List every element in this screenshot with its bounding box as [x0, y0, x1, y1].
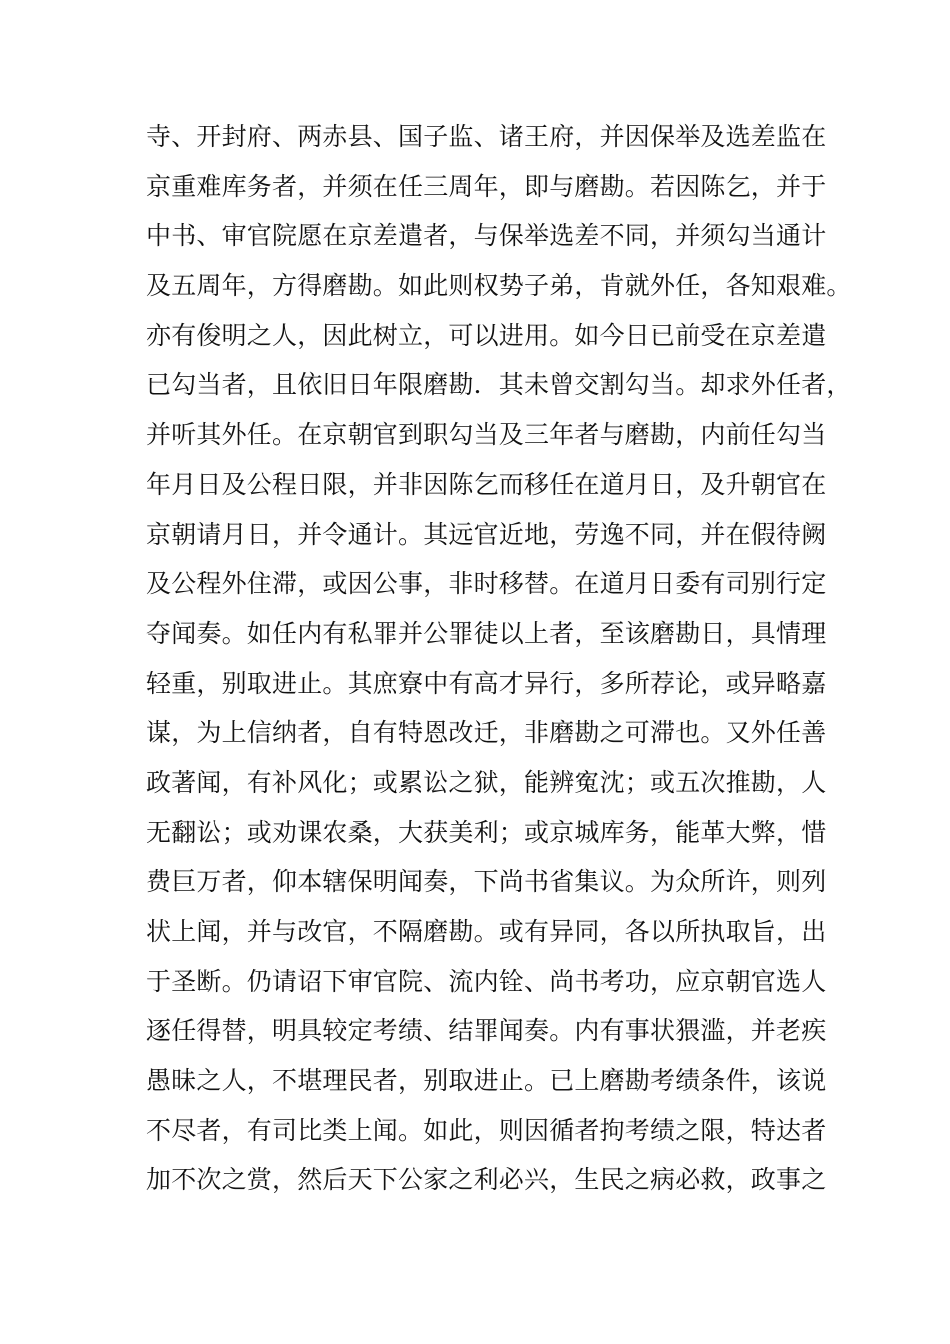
body-text [146, 112, 852, 1205]
text-line: 中书、审官院愿在京差遣者，与保举选差不同，并须勾当通计 [146, 221, 827, 251]
text-line: 加不次之赏，然后天下公家之利必兴，生民之病必救，政事之 [146, 1165, 827, 1195]
text-line: 京朝请月日，并令通计。其远官近地，劳逸不同，并在假待阙 [146, 519, 827, 549]
text-line: 政著闻，有补风化；或累讼之狱，能辨寃沈；或五次推勘，人 [146, 767, 827, 797]
text-line: 逐任得替，明具较定考绩、结罪闻奏。内有事状猥滥，并老疾 [146, 1016, 827, 1046]
text-line: 轻重，别取进止。其庶寮中有高才异行，多所荐论，或异略嘉 [146, 668, 827, 698]
text-line: 及五周年，方得磨勘。如此则权势子弟，肯就外任，各知艰难。 [146, 271, 852, 301]
text-line: 愚昧之人，不堪理民者，别取进止。已上磨勘考绩条件，该说 [146, 1066, 827, 1096]
text-line: 夺闻奏。如任内有私罪并公罪徒以上者，至该磨勘日，具情理 [146, 618, 827, 648]
text-line: 费巨万者，仰本辖保明闻奏，下尚书省集议。为众所许，则列 [146, 867, 827, 897]
text-line: 状上闻，并与改官，不隔磨勘。或有异同，各以所执取旨，出 [146, 917, 827, 946]
text-line: 并听其外任。在京朝官到职勾当及三年者与磨勘，内前任勾当 [146, 420, 827, 450]
text-line: 无翻讼；或劝课农桑，大获美利；或京城库务，能革大弊，惜 [146, 817, 827, 847]
text-line: 年月日及公程日限，并非因陈乞而移任在道月日，及升朝官在 [146, 469, 827, 499]
text-line: 已勾当者，且依旧日年限磨勘．其未曾交割勾当。却求外任者， [146, 370, 852, 400]
text-line: 于圣断。仍请诏下审官院、流内铨、尚书考功，应京朝官选人 [146, 966, 827, 996]
text-line: 谋，为上信纳者，自有特恩改迁，非磨勘之可滞也。又外任善 [146, 718, 827, 748]
text-line: 及公程外住滞，或因公事，非时移替。在道月日委有司别行定 [146, 569, 827, 599]
text-line: 亦有俊明之人，因此树立，可以进用。如今日已前受在京差遣 [146, 320, 827, 350]
text-line: 不尽者，有司比类上闻。如此，则因循者拘考绩之限，特达者 [146, 1115, 827, 1145]
text-line: 寺、开封府、两赤县、国子监、诸王府，并因保举及选差监在 [146, 122, 827, 151]
text-line: 京重难库务者，并须在任三周年，即与磨勘。若因陈乞，并于 [146, 171, 827, 201]
